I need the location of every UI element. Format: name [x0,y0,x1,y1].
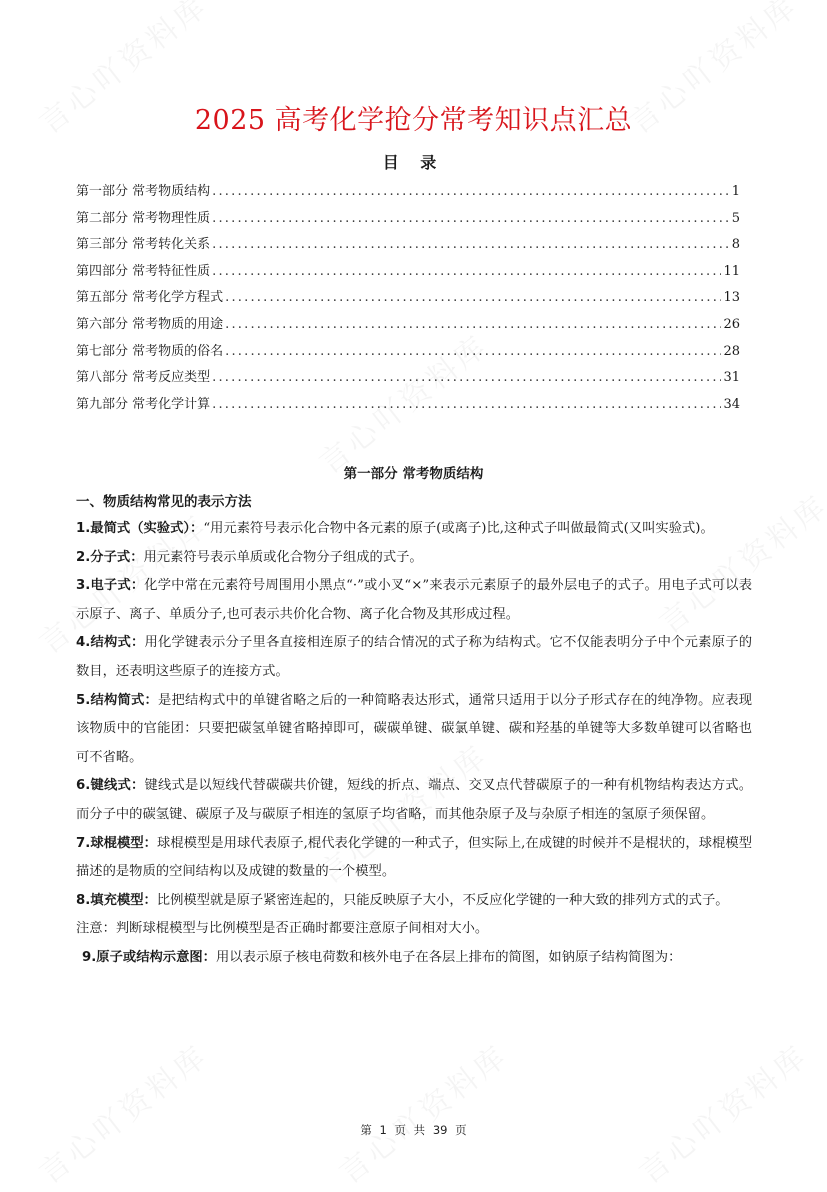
toc-entry-label: 第九部分 常考化学计算 [76,396,211,412]
watermark [28,1032,216,1192]
toc-leader-dots [225,317,721,332]
definition-term: 4.结构式： [76,635,145,651]
table-of-contents [76,180,740,419]
toc-entry-page: 31 [723,370,740,386]
document-title: 2025 高考化学抢分常考知识点汇总 [194,105,633,136]
definition-paragraph [76,544,752,573]
toc-entry[interactable] [76,366,740,393]
toc-entry-label: 第四部分 常考特征性质 [76,263,211,279]
definition-text: 用以表示原子核电荷数和核外电子在各层上排布的简图，如钠原子结构简图为： [215,949,682,965]
definition-term: 5.结构简式： [76,692,159,708]
definition-text: 是把结构式中的单键省略之后的一种简略表达形式，通常只适用于以分子形式存在的纯净物。应表现该物质中的官能团：只要把碳氢单键省略掉即可，碳碳单键、碳氯单键、碳和羟基的单键等大多数单键可以省略也可不省略。 [76,692,752,765]
toc-entry[interactable] [76,313,740,340]
definition-term: 8.填充模型： [76,892,157,908]
toc-entry[interactable] [76,207,740,234]
toc-leader-dots [212,211,730,226]
toc-entry[interactable] [76,286,740,313]
definition-term: 1.最简式（实验式）： [76,521,204,536]
definition-term: 2.分子式： [76,549,144,565]
watermark [328,1032,516,1192]
toc-entry-page: 34 [723,396,740,412]
toc-entry-label: 第五部分 常考化学方程式 [76,290,224,306]
toc-leader-dots [212,397,721,412]
definition-text: 化学中常在元素符号周围用小黑点“·”或小叉“×”来表示元素原子的最外层电子的式子。用电子式可以表示原子、离子、单质分子,也可表示共价化合物、离子化合物及其形成过程。 [76,578,752,622]
toc-entry-label: 第三部分 常考转化关系 [76,237,211,253]
section-heading: 第一部分 常考物质结构 [343,466,484,482]
definition-paragraph [76,687,752,773]
toc-entry[interactable] [76,260,740,287]
definition-text: 球棍模型是用球代表原子,棍代表化学键的一种式子，但实际上,在成键的时候并不是棍状的，球棍模型描述的是物质的空间结构以及成键的数量的一个模型。 [76,835,753,880]
page-number-footer: 第 1 页 共 39 页 [360,1123,467,1137]
definition-paragraph [76,515,752,544]
definition-paragraph [76,887,752,916]
definition-term: 3.电子式： [76,578,145,594]
definition-term: 7.球棍模型： [76,835,157,851]
definition-text: 用化学键表示分子里各直接相连原子的结合情况的式子称为结构式。它不仅能表明分子中个元素原子的数目，还表明这些原子的连接方式。 [76,635,752,679]
toc-entry-page: 8 [731,237,740,253]
toc-leader-dots [225,290,721,305]
toc-entry-page: 28 [723,343,740,359]
toc-leader-dots [212,370,721,385]
toc-entry-page: 26 [723,316,740,332]
section-body [76,515,752,973]
toc-entry-label: 第一部分 常考物质结构 [76,184,211,199]
toc-leader-dots [212,264,721,279]
toc-entry-page: 13 [723,290,740,306]
toc-leader-dots [225,344,721,359]
definition-text: 比例模型就是原子紧密连起的，只能反映原子大小，不反应化学键的一种大致的排列方式的式子。 [156,892,729,908]
toc-entry[interactable] [76,393,740,420]
definition-term: 9.原子或结构示意图： [82,949,216,965]
definition-text: 键线式是以短线代替碳碳共价键，短线的折点、端点、交叉点代替碳原子的一种有机物结构表达方式。而分子中的碳氢键、碳原子及与碳原子相连的氢原子均省略，而其他杂原子及与杂原子相连的氢原子须保留。 [76,778,752,822]
toc-entry-label: 第八部分 常考反应类型 [76,370,211,386]
definition-paragraph [76,629,752,686]
definition-paragraph [76,772,752,829]
definition-paragraph [76,830,752,887]
definition-paragraph [76,572,752,629]
toc-entry-label: 第七部分 常考物质的俗名 [76,343,224,359]
toc-leader-dots [212,184,730,199]
section-subheading: 一、物质结构常见的表示方法 [76,494,252,510]
toc-entry[interactable] [76,233,740,260]
definition-text: 用元素符号表示单质或化合物分子组成的式子。 [143,549,423,565]
toc-entry[interactable] [76,180,740,207]
note-paragraph [76,915,752,944]
toc-entry-page: 11 [723,263,740,279]
definition-text: “用元素符号表示化合物中各元素的原子(或离子)比,这种式子叫做最简式(又叫实验式)。 [203,521,714,536]
note-text: 注意：判断球棍模型与比例模型是否正确时都要注意原子间相对大小。 [76,921,489,937]
watermark [628,1032,816,1192]
definition-paragraph [76,944,752,973]
toc-heading: 目 录 [382,153,445,172]
toc-leader-dots [212,237,730,252]
toc-entry-page: 1 [731,184,740,199]
toc-entry-page: 5 [731,210,740,226]
definition-term: 6.键线式： [76,778,145,794]
toc-entry-label: 第二部分 常考物理性质 [76,210,211,226]
toc-entry-label: 第六部分 常考物质的用途 [76,316,224,332]
toc-entry[interactable] [76,340,740,367]
